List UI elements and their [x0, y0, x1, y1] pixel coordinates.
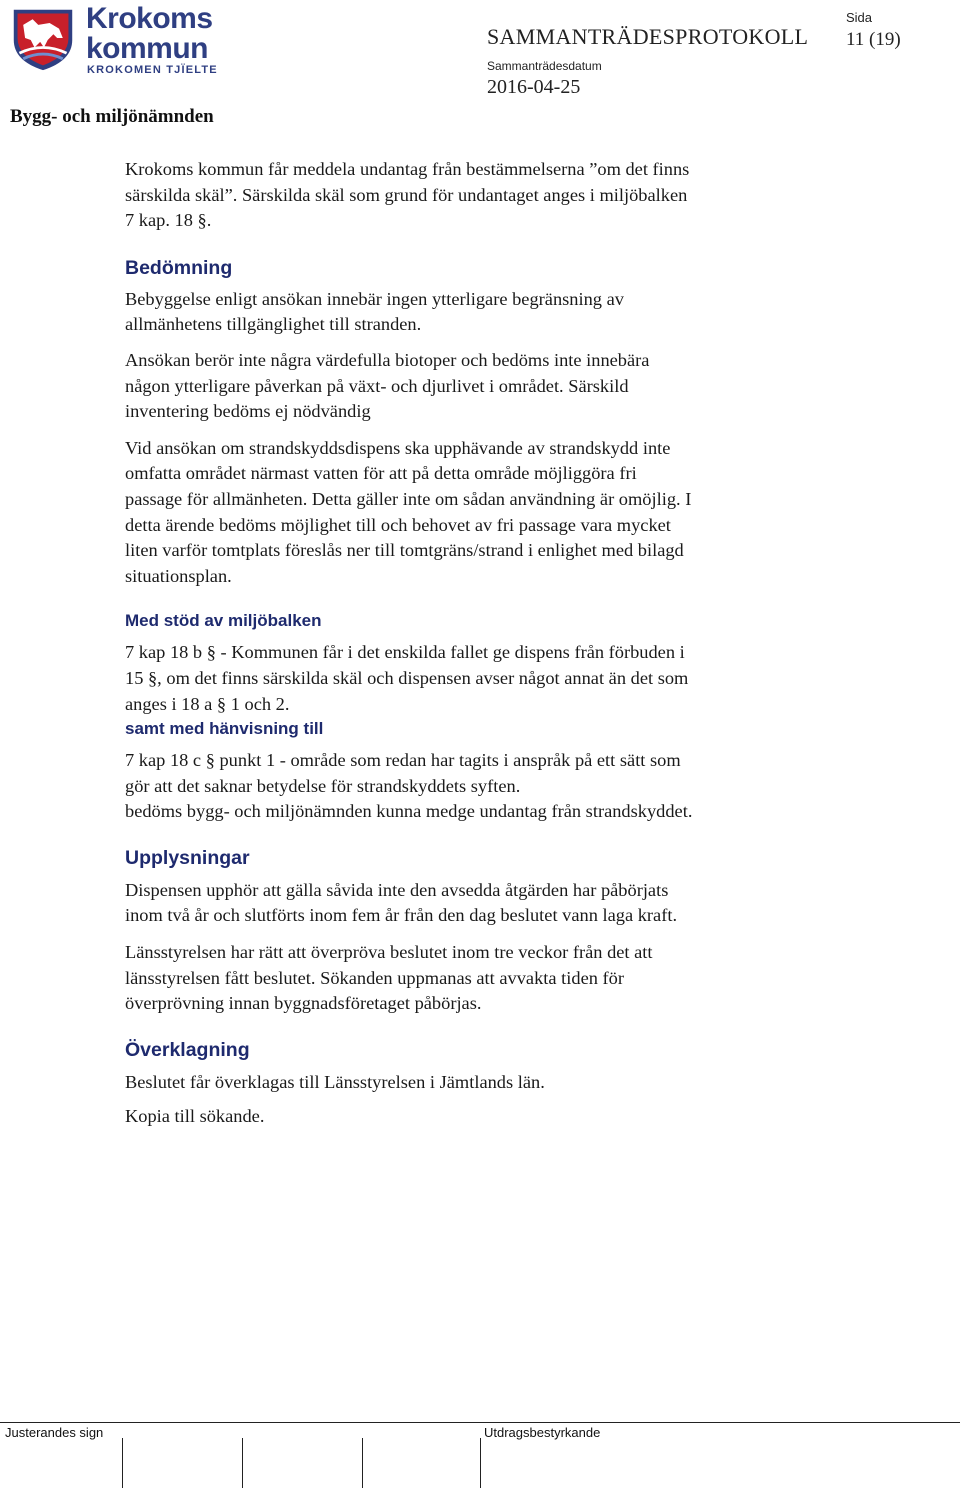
page-number: 11 (19) [846, 29, 901, 50]
section-heading-assessment: Bedömning [125, 256, 233, 279]
section-heading-appeal: Överklagning [125, 1038, 250, 1061]
reference-subheading: samt med hänvisning till [125, 719, 324, 739]
copy-note: Kopia till sökande. [125, 1106, 265, 1127]
intro-paragraph [125, 157, 825, 234]
section-heading-information: Upplysningar [125, 846, 250, 869]
page-label: Sida [846, 10, 873, 25]
text-line: 7 kap 18 b § - Kommunen får i det enskilda fallet ge dispens från förbuden i [125, 642, 685, 663]
text-line: omfatta området närmast vatten för att på detta område möjliggöra fri [125, 463, 637, 484]
text-line: Vid ansökan om strandskyddsdispens ska upphävande av strandskydd inte [125, 437, 671, 458]
text-line: någon ytterligare påverkan på växt- och djurlivet i området. Särskild [125, 375, 629, 396]
logo-name-line2: kommun [86, 32, 209, 65]
signature-box-divider [480, 1438, 481, 1488]
text-line: anges i 18 a § 1 och 2. [125, 693, 290, 714]
legal-paragraph-1 [125, 640, 825, 717]
logo-name-line1: Krokoms [86, 2, 213, 35]
assessment-paragraph-2 [125, 348, 825, 425]
assessment-paragraph-3 [125, 436, 825, 590]
text-line: bedöms bygg- och miljönämnden kunna medge undantag från strandskyddet. [125, 801, 693, 822]
header [0, 0, 960, 140]
text-line: länsstyrelsen fått beslutet. Sökanden uppmanas att avvakta tiden för [125, 967, 624, 988]
text-line: allmänhetens tillgänglighet till stranden. [125, 314, 422, 335]
footer-label-justerandes-sign: Justerandes sign [5, 1425, 104, 1440]
assessment-paragraph-1 [125, 287, 825, 338]
text-line: Länsstyrelsen har rätt att överpröva beslutet inom tre veckor från det att [125, 942, 653, 963]
signature-box-divider [242, 1438, 243, 1488]
signature-box-divider [362, 1438, 363, 1488]
footer-label-utdragsbestyrkande: Utdragsbestyrkande [484, 1425, 601, 1440]
text-line: situationsplan. [125, 565, 232, 586]
text-line: detta ärende bedöms möjlighet till och behovet av fri passage vara mycket [125, 514, 671, 535]
text-line: liten varför tomtplats föreslås ner till tomtgräns/strand i enlighet med bilagd [125, 540, 684, 561]
text-line: inventering bedöms ej nödvändig [125, 401, 371, 422]
information-paragraph-2 [125, 940, 825, 1017]
text-line: inom två år och slutförts inom fem år från den dag beslutet vann laga kraft. [125, 905, 678, 926]
document-title: SAMMANTRÄDESPROTOKOLL [487, 24, 809, 49]
committee-name: Bygg- och miljönämnden [10, 106, 214, 127]
appeal-paragraph: Beslutet får överklagas till Länsstyrelsen i Jämtlands län. [125, 1071, 545, 1092]
text-line: särskilda skäl”. Särskilda skäl som grund för undantaget anges i miljöbalken [125, 184, 688, 205]
text-line: 15 §, om det finns särskilda skäl och dispensen avser något annat än det som [125, 667, 689, 688]
text-line: 7 kap. 18 §. [125, 210, 212, 231]
legal-paragraph-2 [125, 748, 825, 825]
information-paragraph-1 [125, 878, 825, 929]
text-line: passage för allmänheten. Detta gäller inte om sådan användning är omöjlig. I [125, 488, 692, 509]
text-line: överprövning innan byggnadsföretaget påbörjas. [125, 993, 482, 1014]
text-line: Dispensen upphör att gälla såvida inte den avsedda åtgärden har påbörjats [125, 879, 669, 900]
section-heading-legal-basis: Med stöd av miljöbalken [125, 611, 322, 631]
text-line: Ansökan berör inte några värdefulla biotoper och bedöms inte innebära [125, 349, 650, 370]
meeting-date-label: Sammanträdesdatum [487, 59, 602, 73]
signature-box-divider [122, 1438, 123, 1488]
text-line: Bebyggelse enligt ansökan innebär ingen ytterligare begränsning av [125, 288, 624, 309]
text-line: gör att det saknar betydelse för strandskyddets syften. [125, 775, 521, 796]
municipality-shield-icon [10, 5, 76, 73]
text-line: Krokoms kommun får meddela undantag från bestämmelserna ”om det finns [125, 159, 690, 179]
meeting-date: 2016-04-25 [487, 76, 581, 98]
footer-divider [0, 1422, 960, 1423]
text-line: 7 kap 18 c § punkt 1 - område som redan har tagits i anspråk på ett sätt som [125, 750, 681, 771]
document-body [125, 157, 825, 1130]
logo-tagline: KROKOMEN TJÏELTE [87, 64, 218, 76]
